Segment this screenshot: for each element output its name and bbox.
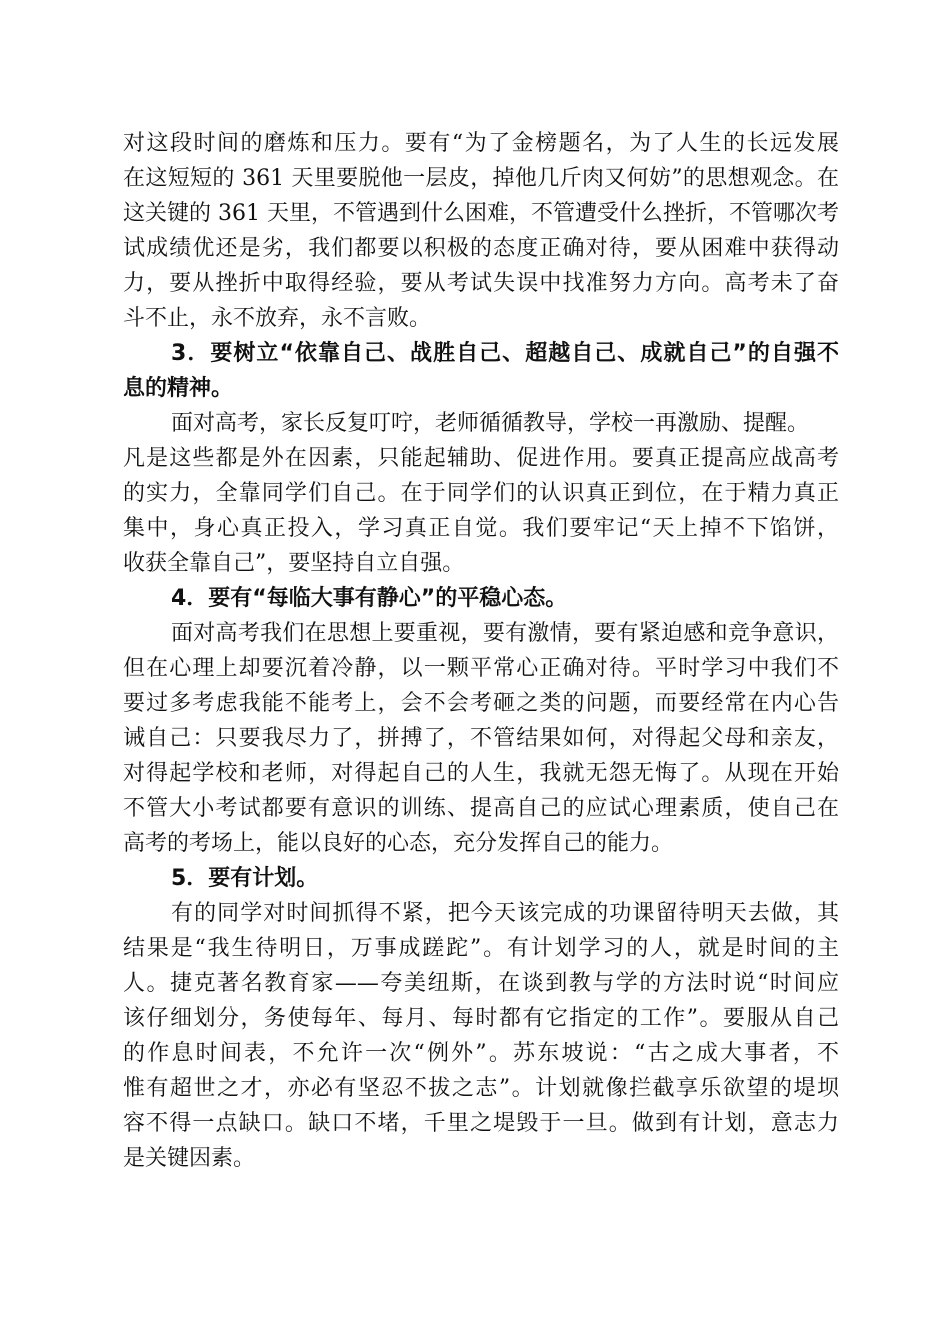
- text-line: 力，要从挫折中取得经验，要从考试失误中找准努力方向。高考未了奋: [123, 271, 839, 296]
- section-heading-4: [123, 581, 839, 616]
- text-line: 对得起学校和老师，对得起自己的人生，我就无怨无悔了。从现在开始: [123, 761, 839, 786]
- text-line: 凡是这些都是外在因素，只能起辅助、促进作用。要真正提高应战高考: [123, 446, 839, 471]
- heading-line: 5．要有计划。: [171, 866, 319, 891]
- text-line: 容不得一点缺口。缺口不堵，千里之堤毁于一旦。做到有计划，意志力: [123, 1111, 839, 1136]
- heading-line: 3．要树立“依靠自己、战胜自己、超越自己、成就自己”的自强不: [171, 341, 839, 366]
- text-line: 不管大小考试都要有意识的训练、提高自己的应试心理素质，使自己在: [123, 796, 839, 821]
- text-line: 对这段时间的磨炼和压力。要有“为了金榜题名，为了人生的长远发展: [123, 131, 839, 156]
- text-line: 集中，身心真正投入，学习真正自觉。我们要牢记“天上掉不下馅饼，: [123, 516, 839, 541]
- text-line: 高考的考场上，能以良好的心态，充分发挥自己的能力。: [123, 831, 674, 856]
- text-line: 面对高考我们在思想上要重视，要有激情，要有紧迫感和竞争意识，: [171, 621, 839, 646]
- paragraph-planning: [123, 896, 839, 1176]
- paragraph-self-reliance: [123, 406, 839, 581]
- document-page: [123, 126, 839, 1176]
- text-line: 惟有超世之才，亦必有坚忍不拔之志”。计划就像拦截享乐欲望的堤坝: [123, 1076, 839, 1101]
- text-line: 但在心理上却要沉着冷静，以一颗平常心正确对待。平时学习中我们不: [123, 656, 839, 681]
- text-line: 要过多考虑我能不能考上，会不会考砸之类的问题，而要经常在内心告: [123, 691, 839, 716]
- text-line: 结果是“我生待明日，万事成蹉跎”。有计划学习的人，就是时间的主: [123, 936, 839, 961]
- text-line: 试成绩优还是劣，我们都要以积极的态度正确对待，要从困难中获得动: [123, 236, 839, 261]
- text-line: 斗不止，永不放弃，永不言败。: [123, 306, 432, 331]
- text-line: 有的同学对时间抓得不紧，把今天该完成的功课留待明天去做，其: [171, 901, 839, 926]
- text-line: 该仔细划分，务使每年、每月、每时都有它指定的工作”。要服从自己: [123, 1006, 839, 1031]
- section-heading-3: [123, 336, 839, 406]
- text-line: 是关键因素。: [123, 1146, 256, 1171]
- text-line: 在这短短的 361 天里要脱他一层皮，掉他几斤肉又何妨”的思想观念。在: [123, 166, 839, 191]
- text-line: 收获全靠自己”，要坚持自立自强。: [123, 551, 465, 576]
- text-line: 诫自己：只要我尽力了，拼搏了，不管结果如何，对得起父母和亲友，: [123, 726, 839, 751]
- heading-line: 4．要有“每临大事有静心”的平稳心态。: [171, 586, 568, 611]
- text-line: 面对高考，家长反复叮咛，老师循循教导，学校一再激励、提醒。: [171, 411, 810, 436]
- text-line: 的实力，全靠同学们自己。在于同学们的认识真正到位，在于精力真正: [123, 481, 839, 506]
- heading-line: 息的精神。: [123, 376, 234, 401]
- text-line: 的作息时间表，不允许一次“例外”。苏东坡说：“古之成大事者，不: [123, 1041, 839, 1066]
- text-line: 这关键的 361 天里，不管遇到什么困难，不管遭受什么挫折，不管哪次考: [123, 201, 839, 226]
- text-line: 人。捷克著名教育家——夸美纽斯，在谈到教与学的方法时说“时间应: [123, 971, 839, 996]
- paragraph-calm-mindset: [123, 616, 839, 861]
- paragraph-continuation: [123, 126, 839, 336]
- section-heading-5: [123, 861, 839, 896]
